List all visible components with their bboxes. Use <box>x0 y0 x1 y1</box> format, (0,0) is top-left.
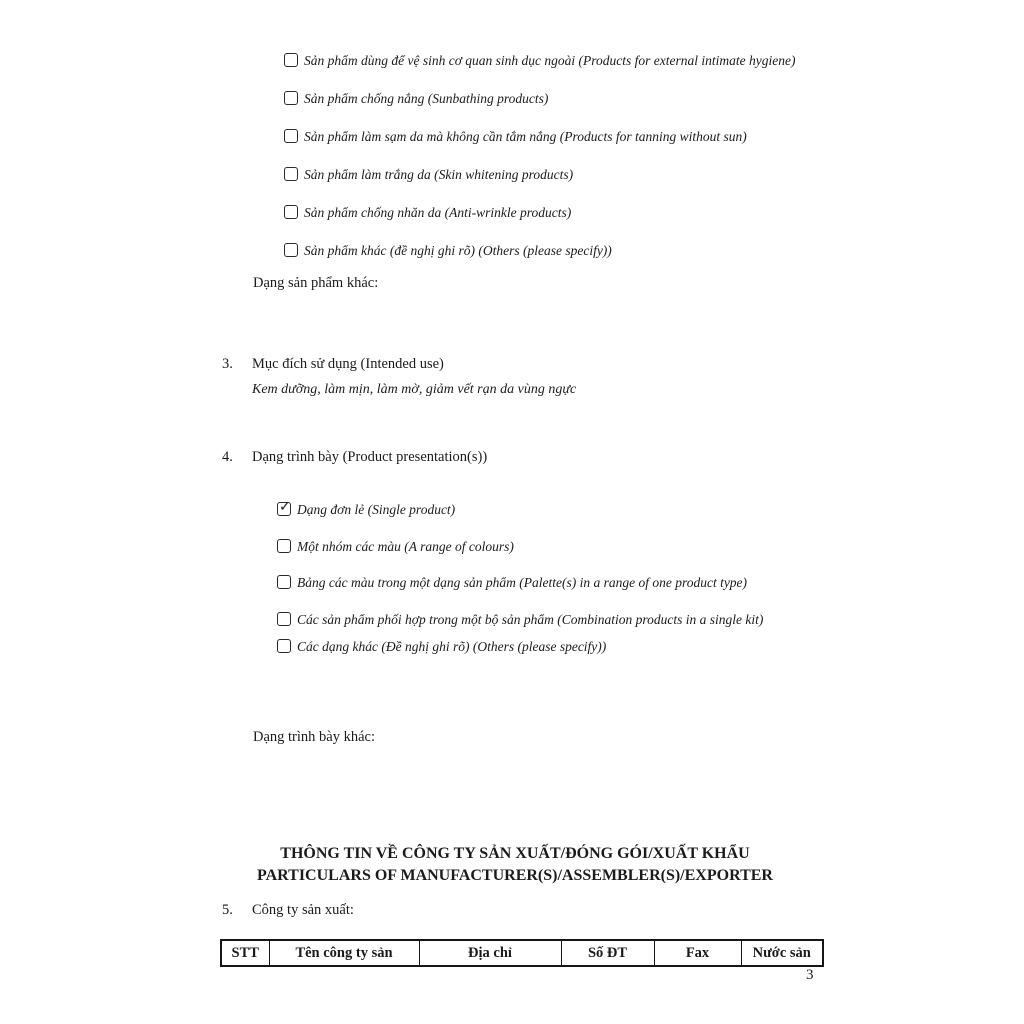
checkbox-label: Sản phẩm dùng để vệ sinh cơ quan sinh dục ngoài (Products for external intimate hygiene) <box>304 53 796 68</box>
item-3-number: 3. <box>222 356 233 372</box>
checkbox[interactable] <box>284 91 298 105</box>
checkbox[interactable] <box>284 167 298 181</box>
checkbox-label: Sản phẩm làm sạm da mà không cần tắm nắng (Products for tanning without sun) <box>304 129 747 144</box>
checkbox-row <box>284 166 796 183</box>
checkbox[interactable] <box>277 539 291 553</box>
checkbox-label: Bảng các màu trong một dạng sản phẩm (Palette(s) in a range of one product type) <box>297 575 748 590</box>
section-heading-line1-vietnamese: THÔNG TIN VỀ CÔNG TY SẢN XUẤT/ĐÓNG GÓI/XUẤT KHẨU <box>280 845 750 862</box>
item-5-number: 5. <box>222 902 233 918</box>
product-type-checkbox-group <box>284 52 796 280</box>
checkbox-label: Các sản phẩm phối hợp trong một bộ sản phẩm (Combination products in a single kit) <box>297 612 764 627</box>
checkbox-row <box>284 204 796 221</box>
checkbox-label: Sản phẩm chống nắng (Sunbathing products) <box>304 91 549 106</box>
checkbox-label: Sản phẩm khác (đề nghị ghi rõ) (Others (please specify)) <box>304 243 612 258</box>
checkbox-label: Các dạng khác (Đề nghị ghi rõ) (Others (please specify)) <box>297 639 607 654</box>
manufacturer-table <box>220 939 824 967</box>
checkbox[interactable] <box>277 612 291 626</box>
checkbox[interactable] <box>277 502 291 516</box>
table-header-cell: Nước sản <box>741 940 823 966</box>
table-header-cell: Số ĐT <box>561 940 654 966</box>
checkbox[interactable] <box>284 129 298 143</box>
item-4-number: 4. <box>222 449 233 465</box>
checkbox-row <box>277 611 763 628</box>
table-header-cell: Fax <box>654 940 741 966</box>
checkbox-row <box>277 574 763 591</box>
checkbox[interactable] <box>277 575 291 589</box>
checkbox[interactable] <box>284 53 298 67</box>
item-5 <box>222 901 354 919</box>
checkbox-row <box>284 90 796 107</box>
checkbox-label: Một nhóm các màu (A range of colours) <box>297 539 514 554</box>
checkbox[interactable] <box>284 205 298 219</box>
intended-use-value: Kem dưỡng, làm mịn, làm mờ, giảm vết rạn da vùng ngực <box>252 382 577 397</box>
section-heading <box>215 843 815 886</box>
item-3 <box>222 355 444 373</box>
checkbox-row <box>277 538 763 555</box>
checkbox[interactable] <box>284 243 298 257</box>
table-header-cell: Địa chỉ <box>419 940 561 966</box>
checkbox-row <box>277 501 763 518</box>
other-presentation-label: Dạng trình bày khác: <box>253 729 376 745</box>
table-header-cell: Tên công ty sản <box>269 940 419 966</box>
checkbox-row <box>277 638 763 655</box>
other-product-type-label: Dạng sản phẩm khác: <box>253 275 379 291</box>
item-5-title: Công ty sản xuất: <box>252 902 354 918</box>
item-3-title: Mục đích sử dụng (Intended use) <box>252 356 444 372</box>
table-header-cell: STT <box>221 940 269 966</box>
checkbox-label: Dạng đơn lẻ (Single product) <box>297 502 456 517</box>
checkbox-label: Sản phẩm chống nhăn da (Anti-wrinkle products) <box>304 205 572 220</box>
checkbox-row <box>284 128 796 145</box>
checkbox-row <box>284 52 796 69</box>
item-4-title: Dạng trình bày (Product presentation(s)) <box>252 449 488 465</box>
manufacturer-table-header-row <box>221 940 823 966</box>
item-4 <box>222 448 487 466</box>
product-presentation-checkbox-group <box>277 501 763 655</box>
checkbox[interactable] <box>277 639 291 653</box>
page-number: 3 <box>806 967 814 983</box>
checkbox-label: Sản phẩm làm trắng da (Skin whitening products) <box>304 167 574 182</box>
checkbox-row <box>284 242 796 259</box>
section-heading-line2-english: PARTICULARS OF MANUFACTURER(S)/ASSEMBLER(S)/EXPORTER <box>257 866 773 884</box>
